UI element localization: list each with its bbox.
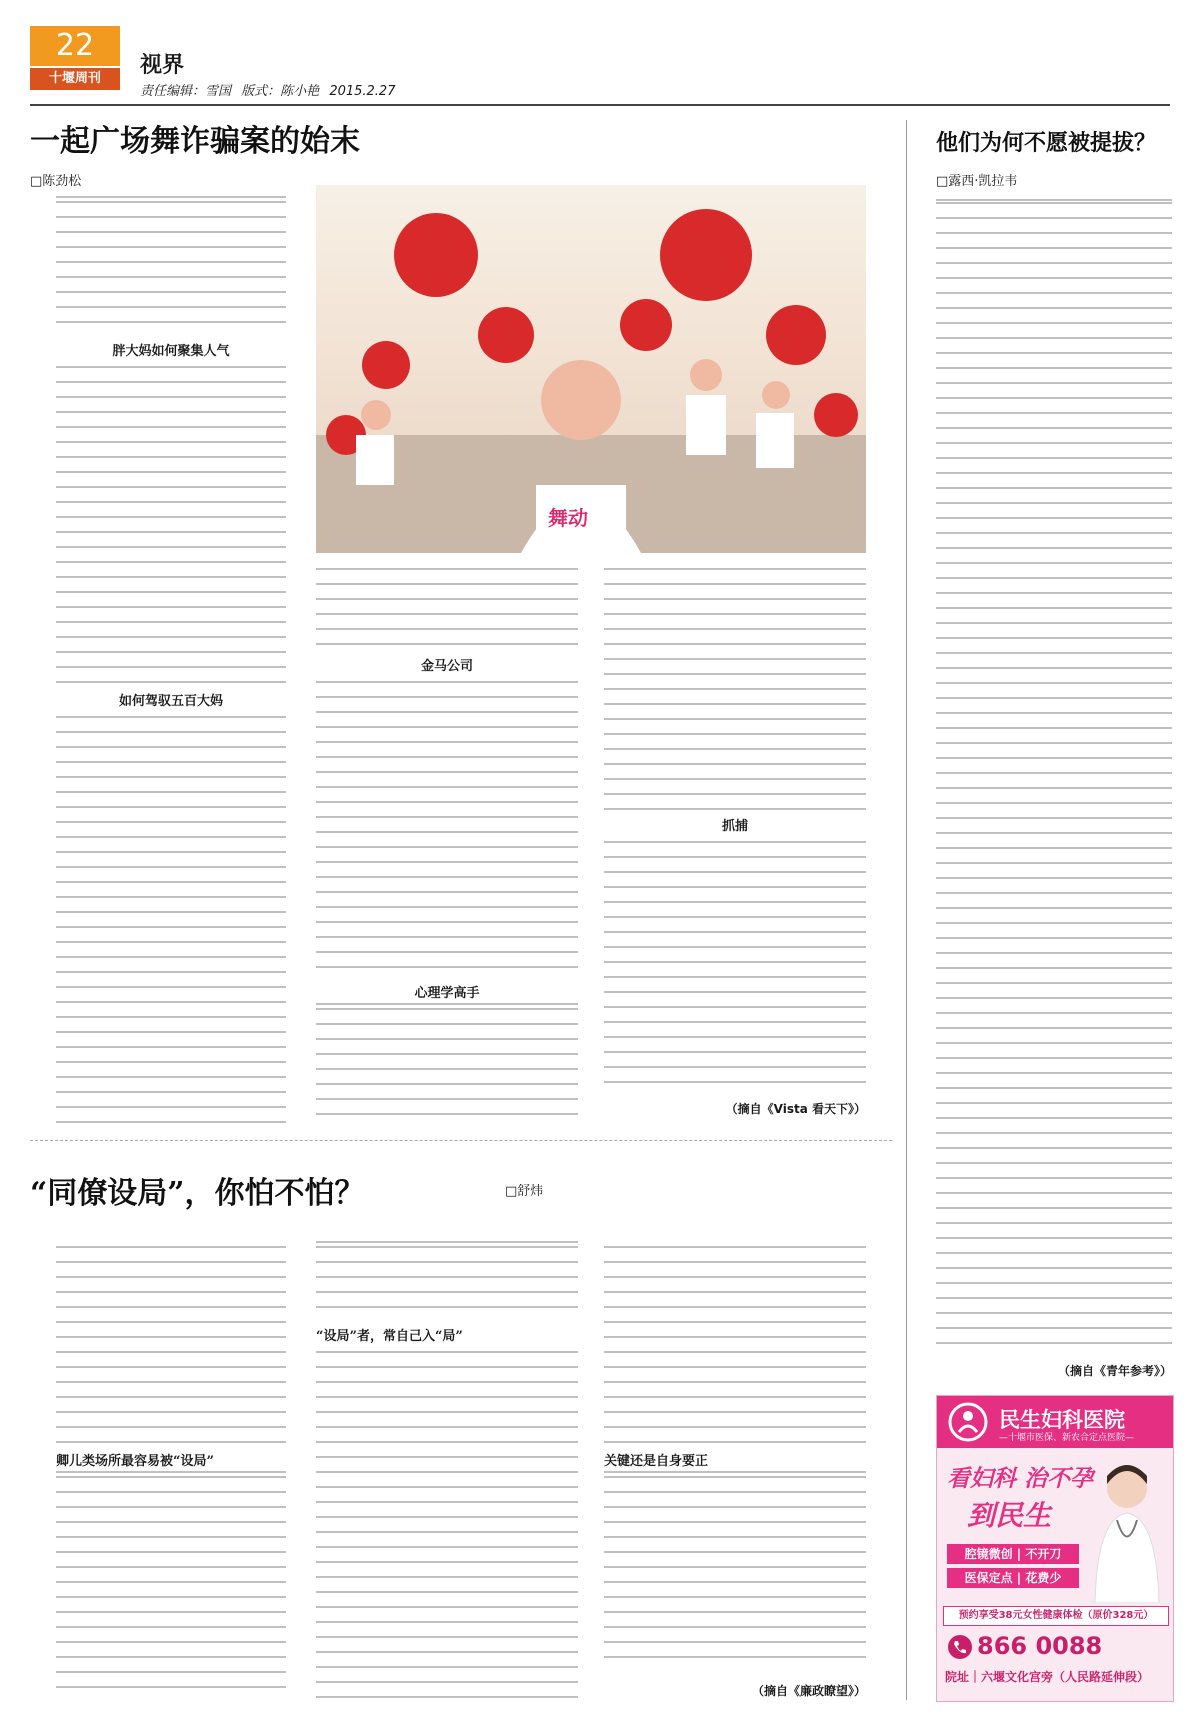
body-text-block	[604, 1470, 866, 1670]
body-text-block	[56, 1240, 286, 1445]
body-text-block	[56, 360, 286, 685]
body-text-block	[316, 675, 578, 975]
designer-credit: 版式：陈小艳	[241, 84, 320, 99]
hospital-logo-icon	[947, 1402, 989, 1442]
body-text-block	[936, 196, 1172, 1354]
editor-credit: 责任编辑：雪国	[140, 84, 232, 99]
article-subhead: 心理学高手	[414, 986, 480, 1001]
ad-phone-number: 866 0088	[977, 1632, 1103, 1660]
article-headline: “同僚设局”，你怕不怕？	[30, 1176, 365, 1211]
phone-icon	[947, 1634, 973, 1660]
ad-offer: 预约享受38元女性健康体检（原价328元）	[943, 1606, 1169, 1626]
body-text-block	[604, 835, 866, 1090]
body-text-block	[316, 1002, 578, 1127]
article-subhead: 胖大妈如何聚集人气	[112, 344, 230, 359]
section-title: 视界	[140, 52, 185, 78]
article-source: （摘自《廉政瞭望》）	[751, 1684, 866, 1698]
article-headline: 一起广场舞诈骗案的始末	[30, 124, 360, 159]
page-number: 22	[30, 26, 120, 66]
article-subhead: 如何驾驭五百大妈	[118, 694, 223, 709]
article-source: （摘自《青年参考》）	[1057, 1364, 1172, 1378]
hospital-tagline: —十堰市医保、新农合定点医院—	[999, 1433, 1135, 1443]
article-byline: □舒炜	[505, 1184, 544, 1199]
article-subhead: 关键还是自身要正	[604, 1454, 709, 1469]
hospital-advertisement	[936, 1395, 1174, 1702]
ad-slogan-primary: 看妇科 治不孕	[947, 1466, 1094, 1492]
article-source: （摘自《Vista 看天下》）	[725, 1102, 866, 1116]
publication-brand: 十堰周刊	[30, 68, 120, 90]
svg-text:舞动: 舞动	[548, 506, 588, 530]
issue-date: 2015.2.27	[329, 84, 396, 99]
header-divider	[30, 104, 1170, 106]
body-text-block	[56, 710, 286, 1125]
ad-feature: 腔镜微创 | 不开刀	[947, 1544, 1079, 1564]
body-text-block	[56, 195, 286, 335]
section-divider	[30, 1140, 892, 1141]
column-divider	[906, 120, 907, 1700]
article-subhead: 卿儿类场所最容易被“设局”	[56, 1454, 214, 1469]
body-text-block	[316, 1240, 578, 1320]
ad-address: 院址｜六堰文化宫旁（人民路延伸段）	[945, 1670, 1150, 1684]
body-text-block	[316, 562, 578, 652]
page-credits	[140, 80, 401, 99]
doctor-portrait	[1087, 1458, 1167, 1603]
body-text-block	[316, 1345, 578, 1700]
photo-illustration	[316, 185, 866, 553]
ad-slogan-secondary: 到民生	[967, 1499, 1052, 1532]
body-text-block	[604, 562, 866, 812]
body-text-block	[56, 1470, 286, 1700]
article-byline: □陈劲松	[30, 174, 82, 189]
article-subhead: 抓捕	[721, 819, 748, 834]
body-text-block	[604, 1240, 866, 1445]
article-headline: 他们为何不愿被提拔？	[936, 130, 1157, 156]
square-dance-photo	[316, 185, 866, 553]
ad-feature: 医保定点 | 花费少	[947, 1568, 1079, 1588]
ad-header	[937, 1396, 1173, 1448]
hospital-name: 民生妇科医院	[999, 1408, 1125, 1432]
article-subhead: 金马公司	[420, 659, 473, 674]
article-byline: □露西·凯拉韦	[936, 174, 1018, 189]
article-subhead: “设局”者，常自己入“局”	[316, 1329, 463, 1344]
